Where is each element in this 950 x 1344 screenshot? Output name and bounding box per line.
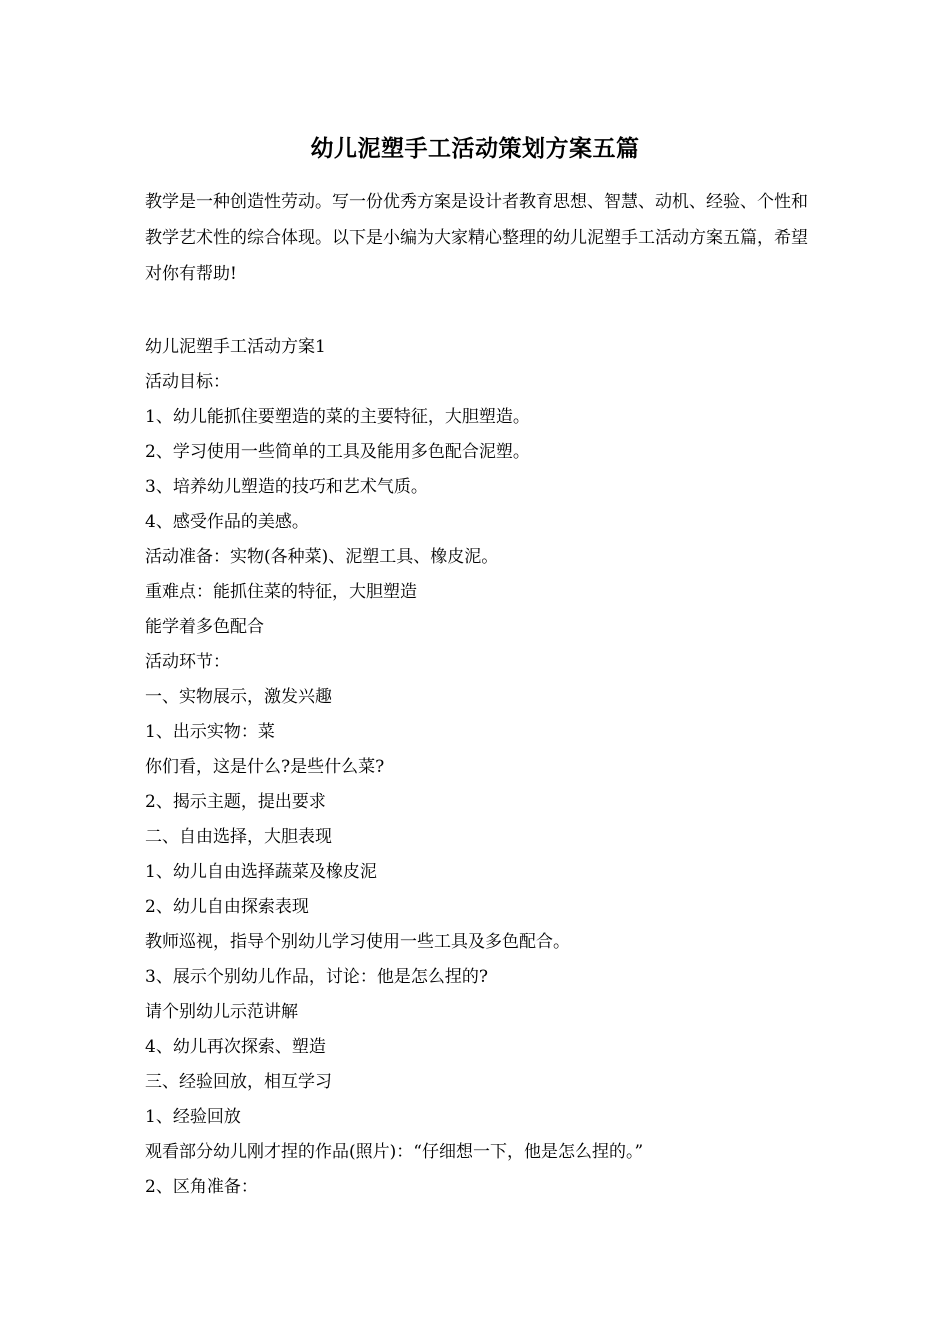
body-line: 你们看，这是什么?是些什么菜? [145,757,385,777]
body-line: 4、感受作品的美感。 [145,512,309,532]
body-line: 1、幼儿自由选择蔬菜及橡皮泥 [145,862,377,882]
body-line: 4、幼儿再次探索、塑造 [145,1037,326,1057]
body-line: 能学着多色配合 [145,617,264,637]
body-line: 教师巡视，指导个别幼儿学习使用一些工具及多色配合。 [145,932,570,952]
body-line: 活动环节： [145,652,230,672]
body-line: 3、展示个别幼儿作品，讨论：他是怎么捏的? [145,967,488,987]
body-line: 2、幼儿自由探索表现 [145,897,309,917]
body-line: 重难点：能抓住菜的特征，大胆塑造 [145,582,417,602]
body-line: 三、经验回放，相互学习 [145,1072,332,1092]
body-line: 幼儿泥塑手工活动方案1 [145,337,326,357]
intro-paragraph: 教学是一种创造性劳动。写一份优秀方案是设计者教育思想、智慧、动机、经验、个性和教学艺术性的综合体现。以下是小编为大家精心整理的幼儿泥塑手工活动方案五篇，希望对你有帮助! [145,192,808,284]
body-line: 1、出示实物：菜 [145,722,275,742]
body-line: 2、揭示主题，提出要求 [145,792,326,812]
body-line: 活动目标： [145,372,230,392]
body-line: 请个别幼儿示范讲解 [145,1002,298,1022]
body-line: 2、学习使用一些简单的工具及能用多色配合泥塑。 [145,442,530,462]
body-line: 3、培养幼儿塑造的技巧和艺术气质。 [145,477,428,497]
body-line: 2、区角准备： [145,1177,258,1197]
document-title: 幼儿泥塑手工活动策划方案五篇 [310,135,640,162]
body-line: 1、幼儿能抓住要塑造的菜的主要特征，大胆塑造。 [145,407,530,427]
body-line: 观看部分幼儿刚才捏的作品(照片)：“仔细想一下，他是怎么捏的。” [145,1142,644,1162]
body-line: 二、自由选择，大胆表现 [145,827,332,847]
body-line: 1、经验回放 [145,1107,241,1127]
document-body [145,330,810,1205]
body-line: 一、实物展示，激发兴趣 [145,687,332,707]
body-line: 活动准备：实物(各种菜)、泥塑工具、橡皮泥。 [145,547,499,567]
